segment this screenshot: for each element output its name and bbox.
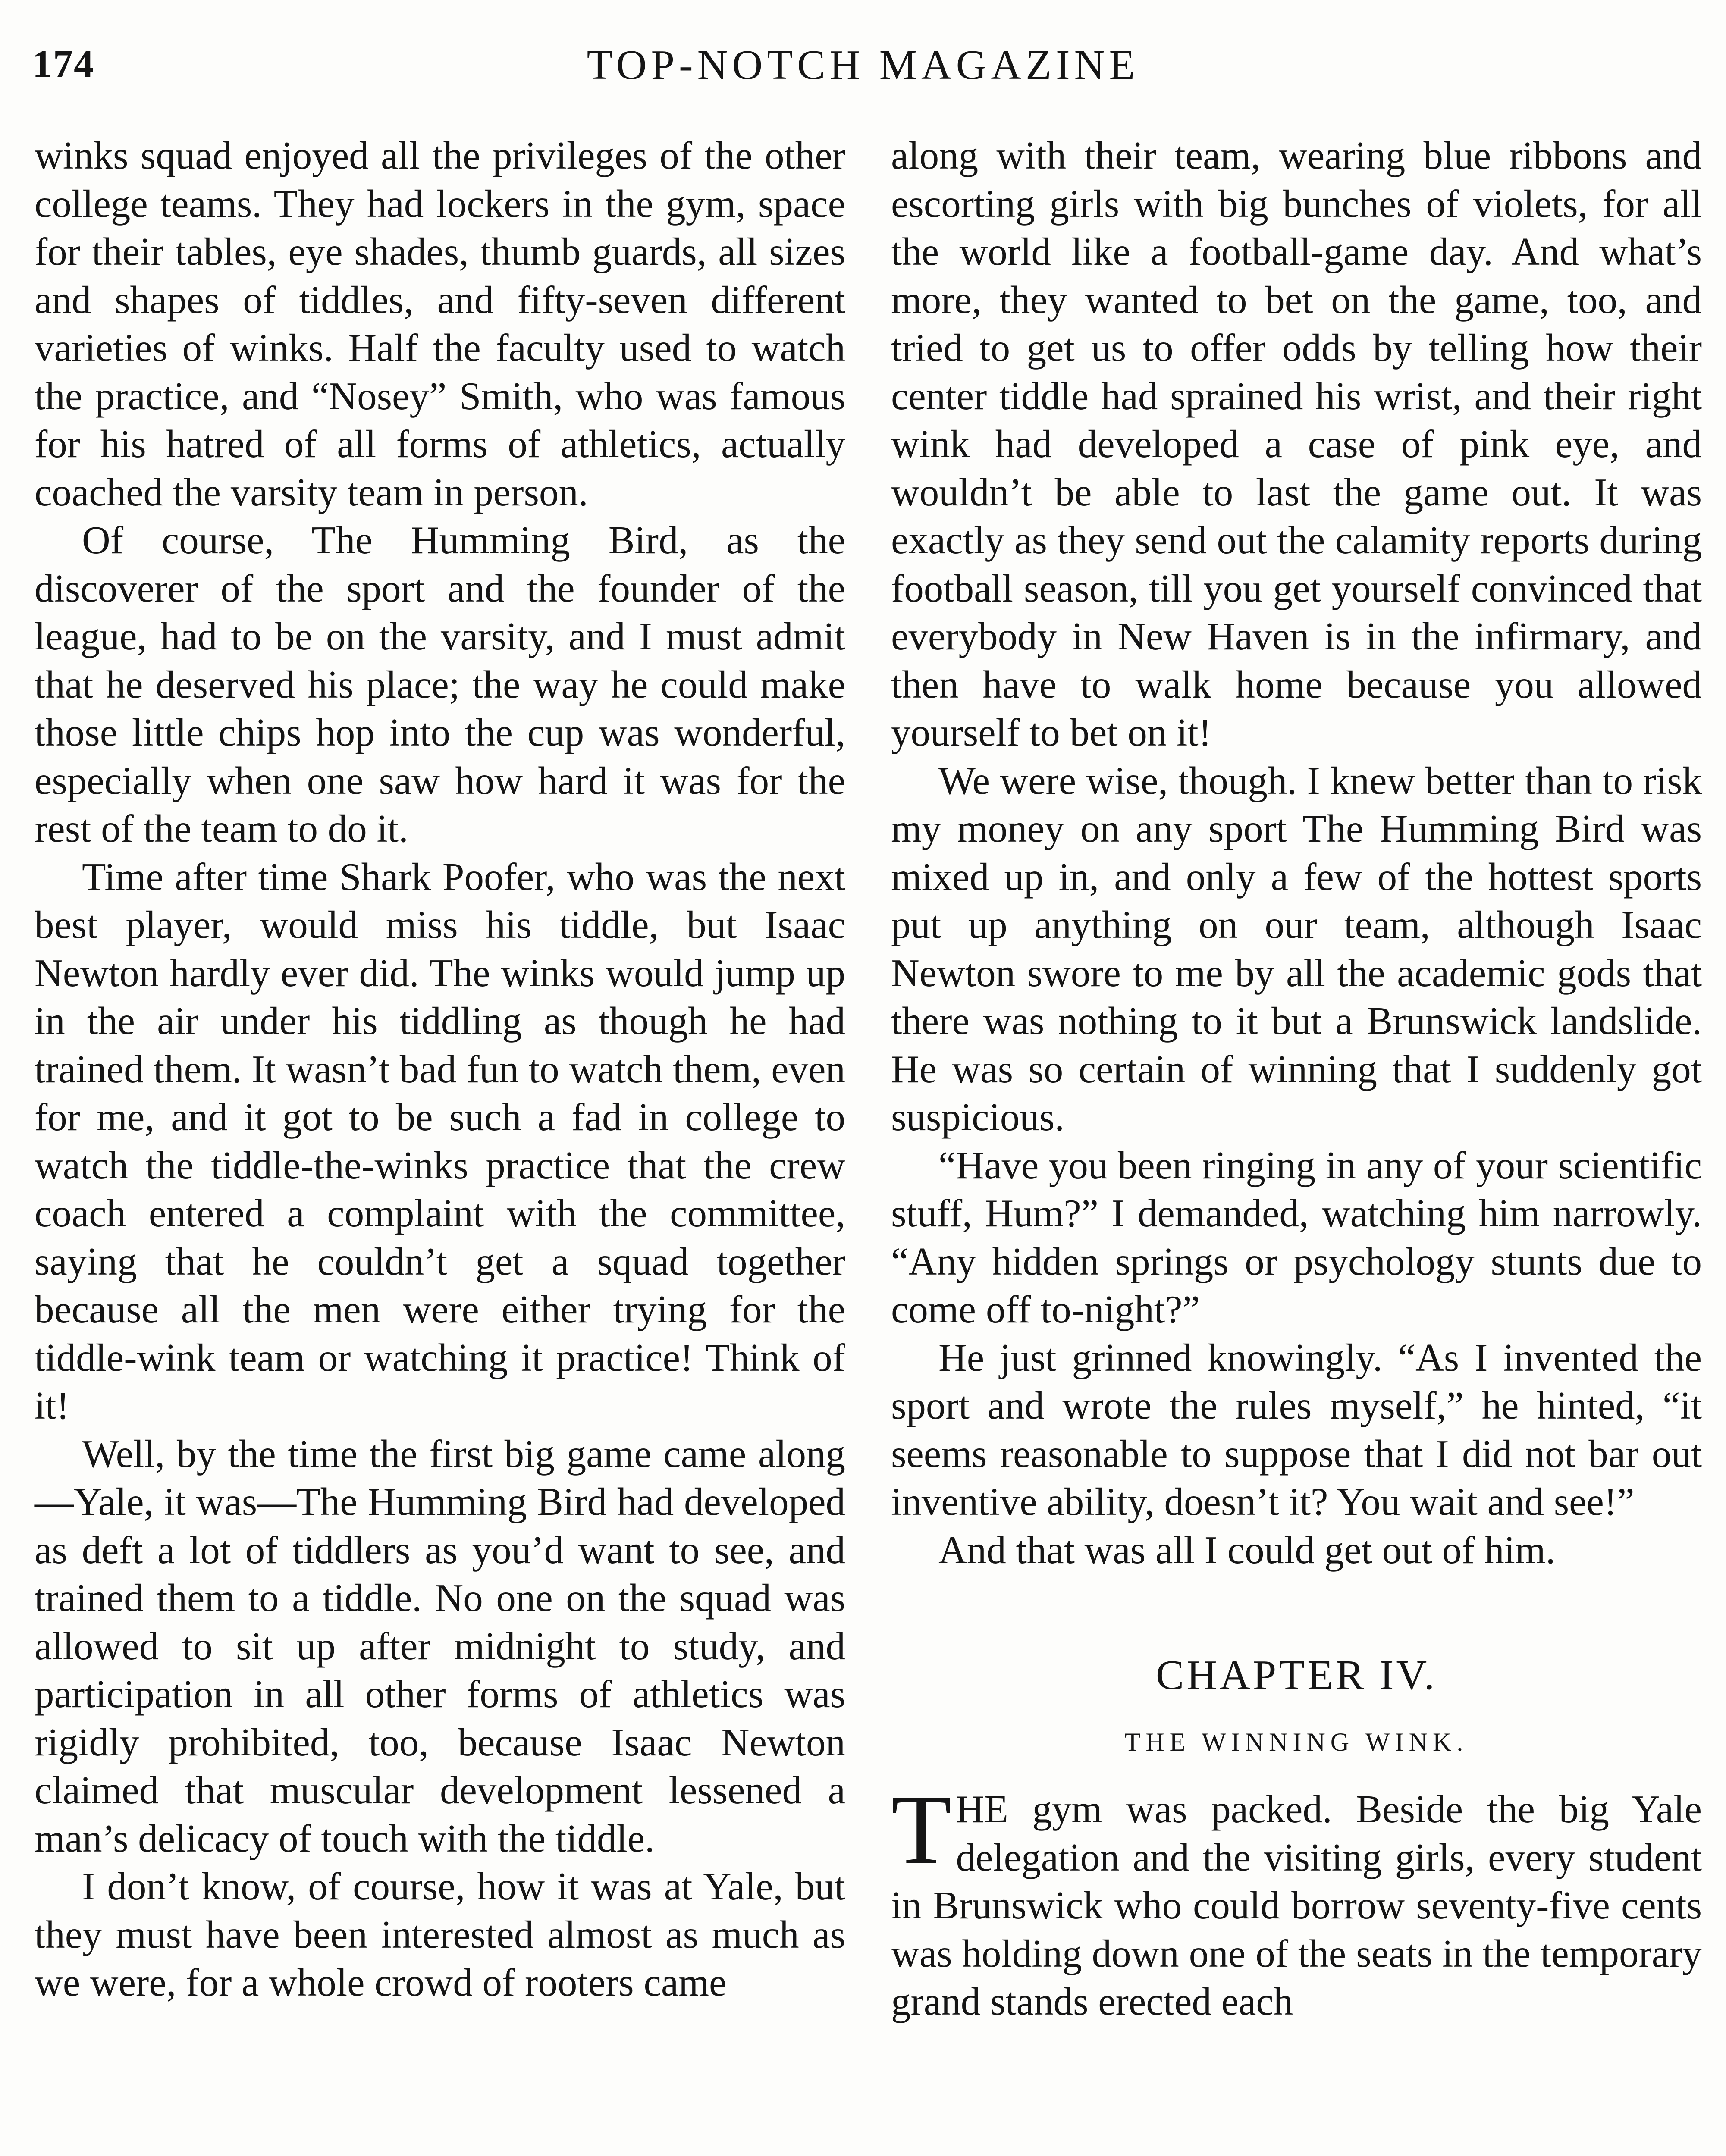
chapter-subtitle: THE WINNING WINK.: [1124, 1728, 1469, 1756]
paragraph: I don’t know, of course, how it was at Yale, but they must have been interested almost as much as we were, for a whole crowd of rooters came: [35, 1865, 845, 2004]
drop-cap: T: [891, 1774, 952, 1884]
paragraph: along with their team, wearing blue ribbons and escorting girls with big bunches of violets, for all the world like a football-game day. And what’s more, they wanted to bet on the game, too, and tried to get us to offer odds by telling how their center tiddle had sprained his wrist, and their right wink had developed a case of pink eye, and wouldn’t be able to last the game out. It was exactly as they send out the calamity reports during football season, till you get yourself convinced that everybody in New Haven is in the infirmary, and then have to walk home because you allowed yourself to bet on it!: [891, 134, 1702, 754]
paragraph: He just grinned knowingly. “As I invented the sport and wrote the rules myself,” he hinted, “it seems reasonable to suppose that I did not bar out inventive ability, doesn’t it? You wait and see!”: [891, 1335, 1702, 1523]
paragraph: We were wise, though. I knew better than to risk my money on any sport The Humming Bird was mixed up in, and only a few of the hottest sports put up anything on our team, although Isaac Newton swore to me by all the academic gods that there was nothing to it but a Brunswick landslide. He was so certain of winning that I suddenly got suspicious.: [891, 758, 1702, 1139]
page-header: [32, 41, 1694, 97]
chapter-opening-text: HE gym was packed. Beside the big Yale delegation and the visiting girls, every student in Brunswick who could borrow seventy-five cents was holding down one of the seats in the temporary grand stands erected each: [891, 1787, 1702, 2023]
paragraph: And that was all I could get out of him.: [938, 1528, 1556, 1572]
paragraph: Well, by the time the first big game came along—Yale, it was—The Humming Bird had developed as deft a lot of tiddlers as you’d want to see, and trained them to a tiddle. No one on the squad was allowed to sit up after midnight to study, and participation in all other forms of athletics was rigidly prohibited, too, because Isaac Newton claimed that muscular development lessened a man’s delicacy of touch with the tiddle.: [35, 1432, 845, 1860]
chapter-heading: CHAPTER IV.: [1155, 1652, 1437, 1698]
paragraph: “Have you been ringing in any of your scientific stuff, Hum?” I demanded, watching him narrowly. “Any hidden springs or psychology stunts due to come off to-night?”: [891, 1143, 1702, 1331]
page-number: 174: [32, 42, 94, 86]
right-column: [891, 132, 1702, 2026]
paragraph: Time after time Shark Poofer, who was the next best player, would miss his tiddle, but Isaac Newton hardly ever did. The winks would jump up in the air under his tiddling as though he had trained them. It wasn’t bad fun to watch them, even for me, and it got to be such a fad in college to watch the tiddle-the-winks practice that the crew coach entered a complaint with the committee, saying that he couldn’t get a squad together because all the men were either trying for the tiddle-wink team or watching it practice! Think of it!: [35, 855, 845, 1427]
paragraph: winks squad enjoyed all the privileges of the other college teams. They had lockers in the gym, space for their tables, eye shades, thumb guards, all sizes and shapes of tiddles, and fifty-seven different varieties of winks. Half the faculty used to watch the practice, and “Nosey” Smith, who was famous for his hatred of all forms of athletics, actually coached the varsity team in person.: [35, 134, 845, 514]
running-head: TOP-NOTCH MAGAZINE: [587, 42, 1139, 88]
paragraph: Of course, The Humming Bird, as the discoverer of the sport and the founder of the league, had to be on the varsity, and I must admit that he deserved his place; the way he could make those little chips hop into the cup was wonderful, especially when one saw how hard it was for the rest of the team to do it.: [35, 518, 845, 850]
chapter-opening-paragraph: [891, 1774, 1702, 2026]
left-column: [35, 132, 845, 2007]
